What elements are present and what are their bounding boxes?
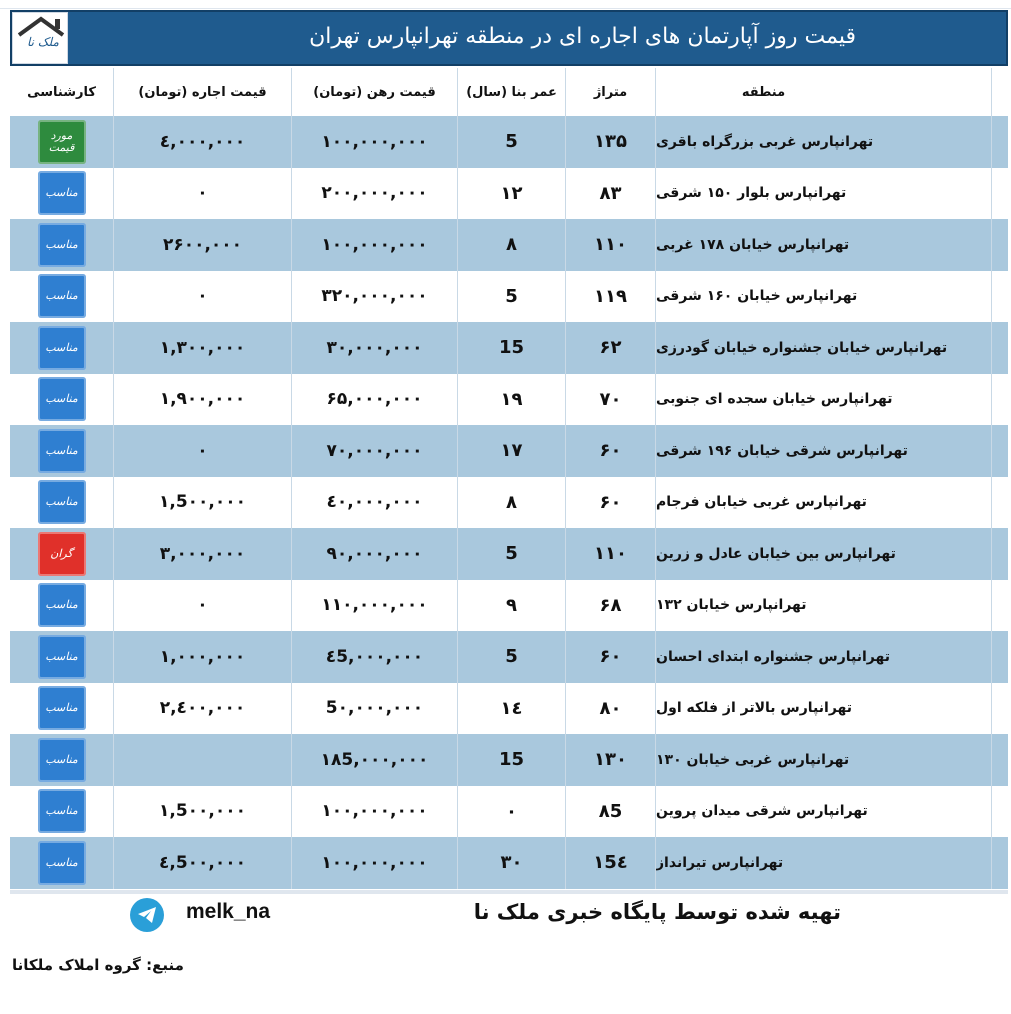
cell-expert xyxy=(10,271,114,323)
cell-age: ۰ xyxy=(458,786,566,838)
cell-deposit: ۱۸5,۰۰۰,۰۰۰ xyxy=(292,734,458,786)
table-row xyxy=(10,683,1008,735)
cell-rent: ۲,٤۰۰,۰۰۰ xyxy=(114,683,292,735)
cell-area: ۶۸ xyxy=(566,580,656,632)
page-title: قیمت روز آپارتمان های اجاره ای در منطقه تهرانپارس تهران xyxy=(309,24,856,49)
cell-expert xyxy=(10,116,114,168)
table-row xyxy=(10,271,1008,323)
expert-badge-blue: مناسب xyxy=(38,686,86,730)
table-row xyxy=(10,425,1008,477)
col-header-age: عمر بنا (سال) xyxy=(458,68,566,116)
cell-region: تهرانپارس تیرانداز xyxy=(656,837,992,889)
cell-expert xyxy=(10,219,114,271)
table-header-row xyxy=(10,68,1008,116)
cell-region: تهرانپارس خیابان ۱۶۰ شرقی xyxy=(656,271,992,323)
cell-deposit: ۷۰,۰۰۰,۰۰۰ xyxy=(292,425,458,477)
logo-text: ملک نا xyxy=(27,35,59,49)
cell-expert xyxy=(10,374,114,426)
cell-expert xyxy=(10,528,114,580)
expert-badge-red: گران xyxy=(38,532,86,576)
cell-region: تهرانپارس بین خیابان عادل و زرین xyxy=(656,528,992,580)
cell-region: تهرانپارس غربی خیابان ۱۳۰ xyxy=(656,734,992,786)
cell-rent: ۰ xyxy=(114,425,292,477)
expert-badge-blue: مناسب xyxy=(38,223,86,267)
cell-area: ۱۱۰ xyxy=(566,528,656,580)
expert-badge-blue: مناسب xyxy=(38,789,86,833)
cell-deposit: ٤۰,۰۰۰,۰۰۰ xyxy=(292,477,458,529)
cell-deposit: ۱۱۰,۰۰۰,۰۰۰ xyxy=(292,580,458,632)
cell-age: ۳۰ xyxy=(458,837,566,889)
cell-age: 5 xyxy=(458,631,566,683)
cell-age: ۱۲ xyxy=(458,168,566,220)
table-row xyxy=(10,734,1008,786)
cell-area: ۱5٤ xyxy=(566,837,656,889)
expert-badge-blue: مناسب xyxy=(38,274,86,318)
table-row xyxy=(10,219,1008,271)
cell-area: ۸۰ xyxy=(566,683,656,735)
logo xyxy=(12,12,68,64)
cell-expert xyxy=(10,322,114,374)
cell-area: ۱۳۵ xyxy=(566,116,656,168)
cell-rent: ۳,۰۰۰,۰۰۰ xyxy=(114,528,292,580)
footer-divider xyxy=(10,890,1008,894)
cell-age: ۸ xyxy=(458,219,566,271)
cell-expert xyxy=(10,425,114,477)
expert-badge-blue: مناسب xyxy=(38,429,86,473)
cell-area: ۶۰ xyxy=(566,425,656,477)
top-rule xyxy=(0,0,1011,9)
cell-rent: ۱,5۰۰,۰۰۰ xyxy=(114,786,292,838)
cell-deposit: ۱۰۰,۰۰۰,۰۰۰ xyxy=(292,219,458,271)
cell-rent: ۱,5۰۰,۰۰۰ xyxy=(114,477,292,529)
cell-rent: ٤,5۰۰,۰۰۰ xyxy=(114,837,292,889)
cell-age: ۹ xyxy=(458,580,566,632)
rent-table xyxy=(10,68,1008,889)
cell-expert xyxy=(10,580,114,632)
source-text: منبع: گروه املاک ملکانا xyxy=(12,956,184,974)
table-row xyxy=(10,477,1008,529)
cell-rent: ۰ xyxy=(114,168,292,220)
cell-deposit: ٤5,۰۰۰,۰۰۰ xyxy=(292,631,458,683)
expert-badge-blue: مناسب xyxy=(38,738,86,782)
cell-deposit: ۱۰۰,۰۰۰,۰۰۰ xyxy=(292,116,458,168)
cell-rent xyxy=(114,734,292,786)
cell-expert xyxy=(10,477,114,529)
cell-deposit: ۱۰۰,۰۰۰,۰۰۰ xyxy=(292,837,458,889)
cell-age: 5 xyxy=(458,528,566,580)
cell-deposit: ۹۰,۰۰۰,۰۰۰ xyxy=(292,528,458,580)
expert-badge-blue: مناسب xyxy=(38,841,86,885)
cell-expert xyxy=(10,631,114,683)
cell-expert xyxy=(10,734,114,786)
table-row xyxy=(10,322,1008,374)
table-row xyxy=(10,528,1008,580)
cell-deposit: ۱۰۰,۰۰۰,۰۰۰ xyxy=(292,786,458,838)
cell-region: تهرانپارس شرقی خیابان ۱۹۶ شرقی xyxy=(656,425,992,477)
expert-badge-blue: مناسب xyxy=(38,635,86,679)
cell-rent: ۱,۹۰۰,۰۰۰ xyxy=(114,374,292,426)
expert-badge-blue: مناسب xyxy=(38,326,86,370)
expert-badge-blue: مناسب xyxy=(38,583,86,627)
cell-deposit: ۲۰۰,۰۰۰,۰۰۰ xyxy=(292,168,458,220)
cell-rent: ۱,۰۰۰,۰۰۰ xyxy=(114,631,292,683)
cell-area: ۶۲ xyxy=(566,322,656,374)
cell-area: ۱۳۰ xyxy=(566,734,656,786)
cell-region: تهرانپارس خیابان جشنواره خیابان گودرزی xyxy=(656,322,992,374)
col-header-region: منطقه xyxy=(656,68,992,116)
credit-text: تهیه شده توسط پایگاه خبری ملک نا xyxy=(473,900,841,924)
table-row xyxy=(10,374,1008,426)
cell-expert xyxy=(10,837,114,889)
cell-area: ۷۰ xyxy=(566,374,656,426)
expert-badge-green: مورد قیمت xyxy=(38,120,86,164)
cell-region: تهرانپارس خیابان ۱۳۲ xyxy=(656,580,992,632)
cell-expert xyxy=(10,683,114,735)
col-header-expert: کارشناسی xyxy=(10,68,114,116)
cell-region: تهرانپارس بلوار ۱۵۰ شرقی xyxy=(656,168,992,220)
table-row xyxy=(10,786,1008,838)
col-header-rent: قیمت اجاره (تومان) xyxy=(114,68,292,116)
table-row xyxy=(10,116,1008,168)
cell-rent: ۱,۳۰۰,۰۰۰ xyxy=(114,322,292,374)
expert-badge-blue: مناسب xyxy=(38,171,86,215)
table-row xyxy=(10,580,1008,632)
cell-region: تهرانپارس خیابان ۱۷۸ غربی xyxy=(656,219,992,271)
cell-expert xyxy=(10,786,114,838)
cell-rent: ۰ xyxy=(114,580,292,632)
cell-age: ۸ xyxy=(458,477,566,529)
cell-region: تهرانپارس خیابان سجده ای جنوبی xyxy=(656,374,992,426)
cell-age: 15 xyxy=(458,734,566,786)
cell-region: تهرانپارس غربی بزرگراه باقری xyxy=(656,116,992,168)
cell-age: ۱٤ xyxy=(458,683,566,735)
cell-rent: ۰ xyxy=(114,271,292,323)
telegram-icon[interactable] xyxy=(130,898,164,932)
cell-region: تهرانپارس بالاتر از فلکه اول xyxy=(656,683,992,735)
col-header-deposit: قیمت رهن (تومان) xyxy=(292,68,458,116)
cell-rent: ٤,۰۰۰,۰۰۰ xyxy=(114,116,292,168)
cell-age: ۱۷ xyxy=(458,425,566,477)
cell-deposit: ۳۰,۰۰۰,۰۰۰ xyxy=(292,322,458,374)
cell-deposit: ۳۲۰,۰۰۰,۰۰۰ xyxy=(292,271,458,323)
cell-area: ۶۰ xyxy=(566,477,656,529)
cell-age: 15 xyxy=(458,322,566,374)
cell-deposit: 5۰,۰۰۰,۰۰۰ xyxy=(292,683,458,735)
expert-badge-blue: مناسب xyxy=(38,377,86,421)
cell-area: ۸5 xyxy=(566,786,656,838)
table-row xyxy=(10,168,1008,220)
cell-age: 5 xyxy=(458,271,566,323)
telegram-handle[interactable]: melk_na xyxy=(186,900,271,923)
cell-area: ۱۱۹ xyxy=(566,271,656,323)
cell-area: ۶۰ xyxy=(566,631,656,683)
col-header-area: متراژ xyxy=(566,68,656,116)
cell-age: 5 xyxy=(458,116,566,168)
cell-expert xyxy=(10,168,114,220)
cell-area: ۱۱۰ xyxy=(566,219,656,271)
cell-region: تهرانپارس شرقی میدان پروین xyxy=(656,786,992,838)
table-row xyxy=(10,631,1008,683)
cell-age: ۱۹ xyxy=(458,374,566,426)
cell-area: ۸۳ xyxy=(566,168,656,220)
cell-deposit: ۶۵,۰۰۰,۰۰۰ xyxy=(292,374,458,426)
cell-region: تهرانپارس غربی خیابان فرجام xyxy=(656,477,992,529)
header-banner xyxy=(10,10,1008,66)
cell-rent: ۲۶۰۰,۰۰۰ xyxy=(114,219,292,271)
table-row xyxy=(10,837,1008,889)
cell-region: تهرانپارس جشنواره ابتدای احسان xyxy=(656,631,992,683)
expert-badge-blue: مناسب xyxy=(38,480,86,524)
